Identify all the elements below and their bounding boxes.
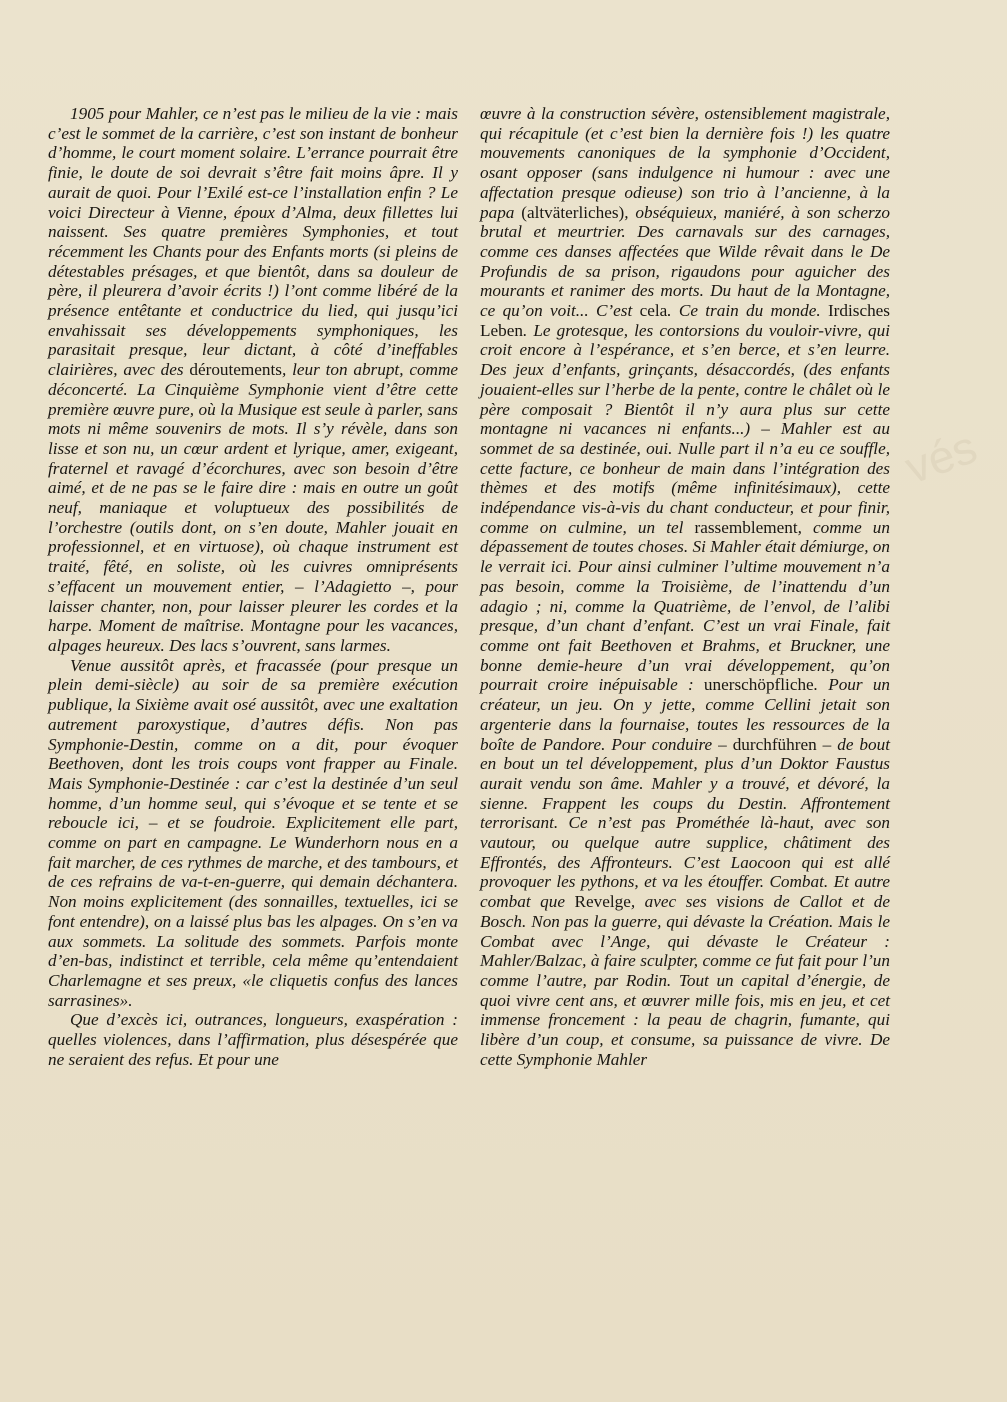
right-column (480, 104, 890, 1069)
text-run: . Ce train du monde. (667, 301, 828, 321)
paragraph (48, 656, 458, 1011)
upright-term: rassemblement (694, 517, 798, 537)
text-run: Venue aussitôt après, et fracassée (pour presque un plein demi-siècle) au soir de sa première exécution publique, la Sixième avait osé aussitôt, avec une exaltation autrement paroxystique, d’autres défis. Non pas Symphonie-Destin, comme on a dit, pour évoquer Beethoven, dont les trois coups vont frapper au Finale. Mais Symphonie-Destinée : car c’est la destinée d’un seul homme, d’un homme seul, qui s’évoque et se tente et se reboucle ici, – et se foudroie. Explicitement elle part, comme on part en campagne. Le Wunderhorn nous en a fait marcher, de ces rythmes de marche, et des tambours, et de ces refrains de va-t-en-guerre, qui demain déchantera. Non moins explicitement (des sonnailles, textuelles, ici se font entendre), on a laissé plus bas les alpages. On s’en va aux sommets. La solitude des sommets. Parfois monte d’en-bas, indistinct et terrible, cela même qu’entendaient Charlemagne et ses preux, «le cliquetis confus des lances sarrasines». (48, 655, 458, 1010)
text-run: , comme un dépassement de toutes choses. Si Mahler était démiurge, on le verrait ici. Pour ainsi culminer l’ultime mouvement n’a pas besoin, comme la Troisième, de l’inattendu d’un adagio ; ni, comme la Quatrième, de l’envol, de l’alibi presque, d’un chant d’enfant. C’est un vrai Finale, fait comme ont fait Beethoven et Brahms, et Bruckner, une bonne demie-heure d’un vrai développement, qu’on pourrait croire inépuisable : (480, 517, 890, 695)
paragraph (48, 104, 458, 656)
text-run: , obséquieux, maniéré, à son scherzo brutal et meurtrier. Des carnavals sur des carnages, comme ces danses affectées que Wilde rêvait dans le De Profundis de sa prison, rigaudons pour aguicher des mourants et ranimer des morts. Du haut de la Montagne, ce qu’on voit... C’est (480, 202, 891, 321)
text-run: . Pour un créateur, un jeu. On y jette, comme Cellini jetait son argenterie dans la fournaise, toutes les ressources de la boîte de Pandore. Pour conduire – (480, 675, 891, 754)
upright-term: cela (639, 301, 668, 321)
text-run: . Le grotesque, les contorsions du vouloir-vivre, qui croit encore à l’espérance, et s’en berce, et s’en leurre. Des jeux d’enfants, grinçants, désaccordés, (des enfants jouaient-elles sur l’herbe de la pente, contre le châlet où le père composait ? Bientôt il n’y aura plus sur cette montagne ni vacances ni enfants...) – Mahler est au sommet de sa destinée, oui. Nulle part il n’a eu ce souffle, cette facture, ce bonheur de main dans l’intégration des thèmes et des motifs (même infinitésimaux), cette indépendance vis-à-vis du chant conducteur, et pour finir, comme on culmine, un tel (480, 320, 890, 537)
text-run: , leur ton abrupt, comme déconcerté. La Cinquième Symphonie vient d’être cette première œuvre pure, où la Musique est seule à parler, sans mots ni même souvenirs de mots. Il s’y révèle, dans son lisse et son nu, un cœur ardent et lyrique, amer, exigeant, fraternel et ravagé d’écorchures, avec son besoin d’être aimé, et de ne pas se le faire dire : mais en outre un goût neuf, maniaque et voluptueux des possibilités de l’orchestre (outils dont, on s’en doute, Mahler jouait en professionnel, et en virtuose), où chaque instrument est traité, fêté, en soliste, où les cuivres omniprésents s’effacent un mouvement entier, – l’Adagietto –, pour laisser chanter, non, pour laisser pleurer les cordes et la harpe. Moment de maîtrise. Montagne pour les vacances, alpages heureux. Des lacs s’ouvrent, sans larmes. (48, 360, 458, 655)
watermark: vés (898, 420, 984, 494)
text-run: 1905 pour Mahler, ce n’est pas le milieu de la vie : mais c’est le sommet de la carrière, c’est son instant de bonheur d’homme, le court moment solaire. L’errance pourrait être finie, le doute de soi devrait s’être fait moins âpre. Il y aurait de quoi. Pour l’Exilé est-ce l’installation enfin ? Le voici Directeur à Vienne, époux d’Alma, deux fillettes lui naissent. Ses quatre premières Symphonies, et tout récemment les Chants pour des Enfants morts (si pleins de détestables présages, et que bientôt, dans sa douleur de père, il pleurera d’avoir écrits !) l’ont comme libéré de la présence entêtante et conductrice du lied, qui jusqu’ici envahissait ses développements symphoniques, les parasitait presque, leur dictant, à côté d’ineffables clairières, avec des (48, 104, 458, 380)
left-column (48, 104, 458, 1069)
upright-term: durchführen (732, 734, 817, 754)
upright-term: (altväterliches) (521, 202, 625, 222)
paragraph (48, 1010, 458, 1069)
upright-term: déroutements (189, 360, 282, 380)
text-run: , avec ses visions de Callot et de Bosch. Non pas la guerre, qui dévaste la Création. Mais le Combat avec l’Ange, qui dévaste le Créateur : Mahler/Balzac, à faire sculpter, comme ce fut fait pour l’un comme l’autre, par Rodin. Tout un capital d’énergie, de quoi vivre cent ans, et œuvrer mille fois, mis en jeu, et cet immense froncement : la peau de chagrin, fumante, qui libère d’un coup, et consume, sa puissance de vivre. De cette Symphonie Mahler (480, 892, 890, 1069)
text-run: œuvre à la construction sévère, ostensiblement magistrale, qui récapitule (et c’est bien la dernière fois !) les quatre mouvements canoniques de la symphonie d’Occident, osant opposer (sans indulgence ni humour : avec une affectation presque odieuse) son trio à l’ancienne, à la papa (480, 104, 890, 222)
paragraph (480, 104, 890, 1069)
text-run: – de bout en bout un tel développement, plus d’un Doktor Faustus aurait vendu son âme. Mahler y a trouvé, et dévoré, la sienne. Frappent les coups du Destin. Affrontement terrorisant. Ce n’est pas Prométhée là-haut, avec son vautour, ou quelque autre supplice, châtiment des Effrontés, des Affronteurs. C’est Laocoon qui est allé provoquer les pythons, et va les étouffer. Combat. Et autre combat que (480, 734, 890, 912)
upright-term: unerschöpfliche (703, 675, 814, 695)
text-run: Que d’excès ici, outrances, longueurs, exaspération : quelles violences, dans l’affirmation, plus désespérée que ne seraient des refus. Et pour une (48, 1010, 458, 1069)
upright-term: Revelge (574, 892, 631, 912)
upright-term: Irdisches Leben (480, 301, 890, 340)
